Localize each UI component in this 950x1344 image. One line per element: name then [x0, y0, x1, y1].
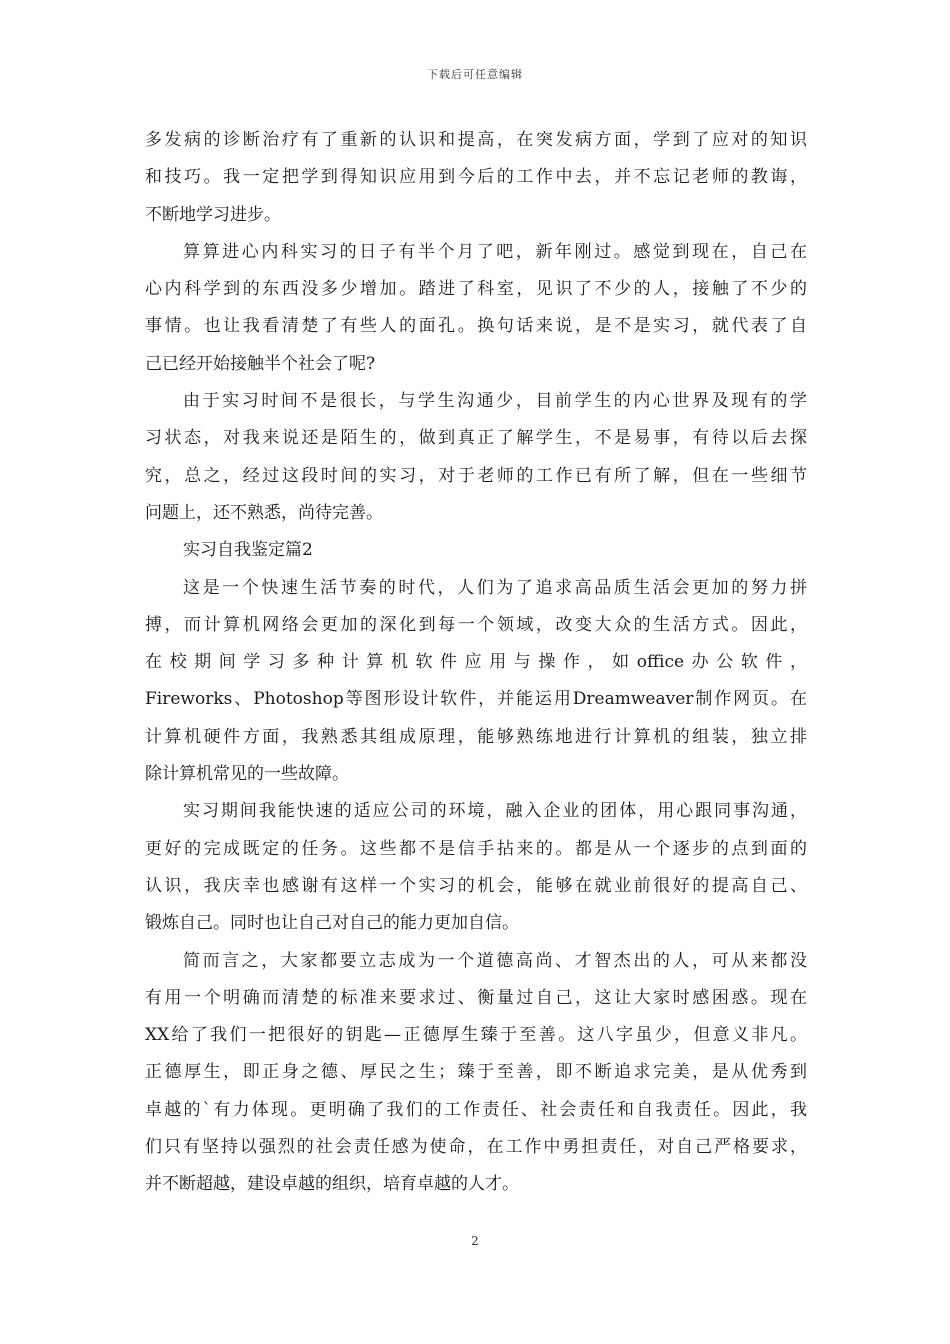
text-line: Fireworks、Photoshop等图形设计软件，并能运用Dreamweaver制作网页。在: [145, 689, 807, 710]
paragraph-first-line: 由于实习时间不是很长，与学生沟通少，目前学生的内心世界及现有的学: [183, 391, 807, 412]
text-line: 事情。也让我看清楚了有些人的面孔。换句话来说，是不是实习，就代表了自: [145, 316, 807, 337]
paragraph-first-line: 简而言之，大家都要立志成为一个道德高尚、才智杰出的人，可从来都没: [183, 950, 807, 971]
text-line: 认识，我庆幸也感谢有这样一个实习的机会，能够在就业前很好的提高自己、: [145, 875, 807, 896]
text-line: 在校期间学习多种计算机软件应用与操作，如office办公软件，: [145, 652, 807, 673]
text-line: 多发病的诊断治疗有了重新的认识和提高，在突发病方面，学到了应对的知识: [145, 130, 807, 150]
page-header: 下载后可任意编辑: [427, 68, 523, 81]
text-line: 并不断超越，建设卓越的组织，培育卓越的人才。: [145, 1174, 519, 1195]
text-line: 卓越的`有力体现。更明确了我们的工作责任、社会责任和自我责任。因此，我: [145, 1099, 807, 1120]
text-line: 习状态，对我来说还是陌生的，做到真正了解学生，不是易事，有待以后去探: [145, 428, 807, 449]
text-line: 计算机硬件方面，我熟悉其组成原理，能够熟练地进行计算机的组装，独立排: [145, 726, 807, 747]
text-line: 们只有坚持以强烈的社会责任感为使命，在工作中勇担责任，对自己严格要求，: [145, 1137, 807, 1158]
text-line: 不断地学习进步。: [145, 204, 281, 225]
text-line: 搏，而计算机网络会更加的深化到每一个领域，改变大众的生活方式。因此，: [145, 614, 807, 635]
text-line: 问题上，还不熟悉，尚待完善。: [145, 502, 383, 523]
text-line: 己已经开始接触半个社会了呢?: [145, 353, 376, 374]
paragraph-first-line: 实习期间我能快速的适应公司的环境，融入企业的团体，用心跟同事沟通，: [183, 801, 807, 822]
paragraph-first-line: 这是一个快速生活节奏的时代，人们为了追求高品质生活会更加的努力拼: [183, 577, 807, 598]
text-line: 锻炼自己。同时也让自己对自己的能力更加自信。: [145, 913, 519, 934]
document-body: [145, 122, 807, 1204]
text-line: XX给了我们一把很好的钥匙—正德厚生臻于至善。这八字虽少，但意义非凡。: [145, 1025, 807, 1046]
page-number: 2: [471, 1234, 479, 1248]
section-heading: 实习自我鉴定篇2: [183, 540, 313, 561]
text-line: 除计算机常见的一些故障。: [145, 764, 349, 785]
text-line: 有用一个明确而清楚的标准来要求过、衡量过自己，这让大家时感困惑。现在: [145, 987, 807, 1008]
paragraph-first-line: 算算进心内科实习的日子有半个月了吧，新年刚过。感觉到现在，自己在: [183, 241, 807, 262]
text-line: 究，总之，经过这段时间的实习，对于老师的工作已有所了解，但在一些细节: [145, 465, 807, 486]
text-line: 正德厚生，即正身之德、厚民之生；臻于至善，即不断追求完美，是从优秀到: [145, 1062, 807, 1083]
text-line: 心内科学到的东西没多少增加。踏进了科室，见识了不少的人，接触了不少的: [145, 279, 807, 300]
text-line: 更好的完成既定的任务。这些都不是信手拈来的。都是从一个逐步的点到面的: [145, 838, 807, 859]
text-line: 和技巧。我一定把学到得知识应用到今后的工作中去，并不忘记老师的教诲，: [145, 167, 807, 188]
